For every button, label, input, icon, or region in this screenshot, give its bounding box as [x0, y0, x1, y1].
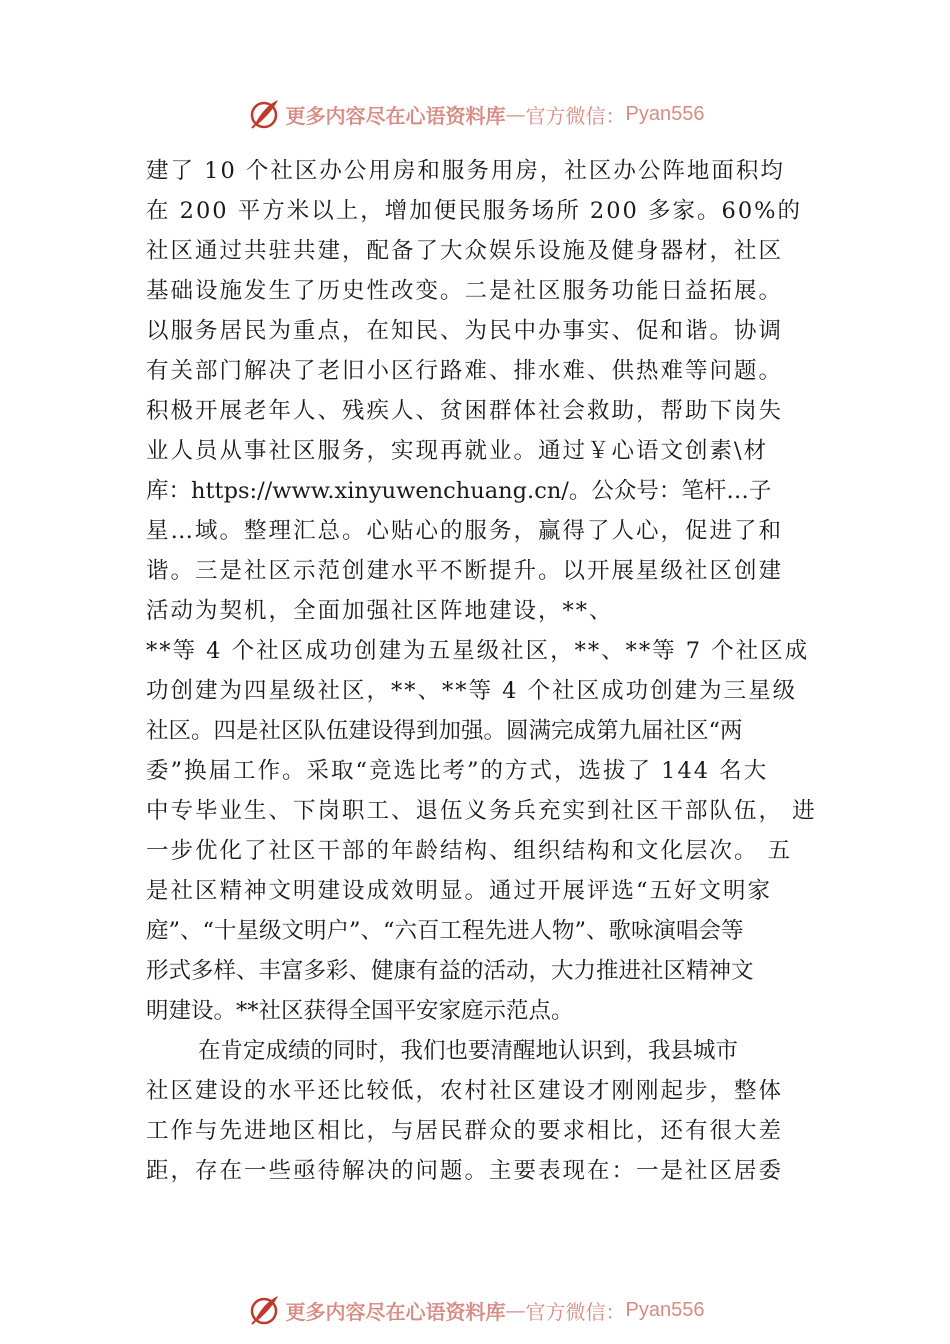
header-banner	[0, 94, 950, 134]
header-dash: —	[505, 102, 526, 126]
text-line: 库：https://www.xinyuwenchuang.cn/。公众号：笔杆…子	[146, 478, 772, 504]
footer-dash: —	[505, 1298, 526, 1322]
footer-wechat-id: Pyan556	[625, 1298, 705, 1321]
text-line: 距，存在一些亟待解决的问题。主要表现在：一是社区居委	[146, 1158, 784, 1184]
text-line: 基础设施发生了历史性改变。二是社区服务功能日益拓展。	[146, 278, 784, 304]
text-line: 中专毕业生、下岗职工、退伍义务兵充实到社区干部队伍， 进	[146, 798, 817, 824]
paragraph-first-line: 在肯定成绩的同时，我们也要清醒地认识到，我县城市	[198, 1038, 739, 1064]
text-line: 形式多样、丰富多彩、健康有益的活动，大力推进社区精神文	[146, 958, 754, 984]
text-line: 业人员从事社区服务，实现再就业。通过￥心语文创素\材	[146, 438, 769, 464]
text-line: 星…域。整理汇总。心贴心的服务，赢得了人心，促进了和	[146, 518, 784, 544]
document-body	[146, 151, 826, 1191]
header-banner-text: 更多内容尽在心语资料库	[285, 103, 506, 128]
footer-banner	[0, 1290, 950, 1330]
text-line: 在 200 平方米以上，增加便民服务场所 200 多家。60%的	[146, 198, 803, 224]
text-line: 明建设。**社区获得全国平安家庭示范点。	[146, 998, 574, 1024]
quill-logo-icon	[246, 1292, 282, 1328]
text-line: 一步优化了社区干部的年龄结构、组织结构和文化层次。 五	[146, 838, 793, 864]
text-line: 建了 10 个社区办公用房和服务用房，社区办公阵地面积均	[146, 158, 785, 184]
text-line: 积极开展老年人、残疾人、贫困群体社会救助，帮助下岗失	[146, 398, 784, 424]
text-line: 社区建设的水平还比较低，农村社区建设才刚刚起步，整体	[146, 1078, 784, 1104]
footer-banner-text: 更多内容尽在心语资料库	[285, 1299, 506, 1324]
text-line: 社区通过共驻共建，配备了大众娱乐设施及健身器材，社区	[146, 238, 784, 264]
text-line: 有关部门解决了老旧小区行路难、排水难、供热难等问题。	[146, 358, 784, 384]
text-line: 社区。四是社区队伍建设得到加强。圆满完成第九届社区“两	[146, 718, 743, 744]
text-line: 是社区精神文明建设成效明显。通过开展评选“五好文明家	[146, 878, 773, 904]
text-line: 工作与先进地区相比，与居民群众的要求相比，还有很大差	[146, 1118, 784, 1144]
text-line: 以服务居民为重点，在知民、为民中办事实、促和谐。协调	[146, 318, 784, 344]
footer-wechat-label: 官方微信：	[525, 1299, 626, 1324]
text-line: 庭”、“十星级文明户”、“六百工程先进人物”、歌咏演唱会等	[146, 918, 744, 944]
header-wechat-id: Pyan556	[625, 102, 705, 125]
text-line: **等 4 个社区成功创建为五星级社区，**、**等 7 个社区成	[146, 638, 810, 664]
text-line: 委”换届工作。采取“竞选比考”的方式，选拔了 144 名大	[146, 758, 769, 784]
text-line: 活动为契机，全面加强社区阵地建设，**、	[146, 598, 614, 624]
text-line: 谐。三是社区示范创建水平不断提升。以开展星级社区创建	[146, 558, 784, 584]
text-line: 功创建为四星级社区，**、**等 4 个社区成功创建为三星级	[146, 678, 798, 704]
header-wechat-label: 官方微信：	[525, 103, 626, 128]
quill-logo-icon	[246, 96, 282, 132]
